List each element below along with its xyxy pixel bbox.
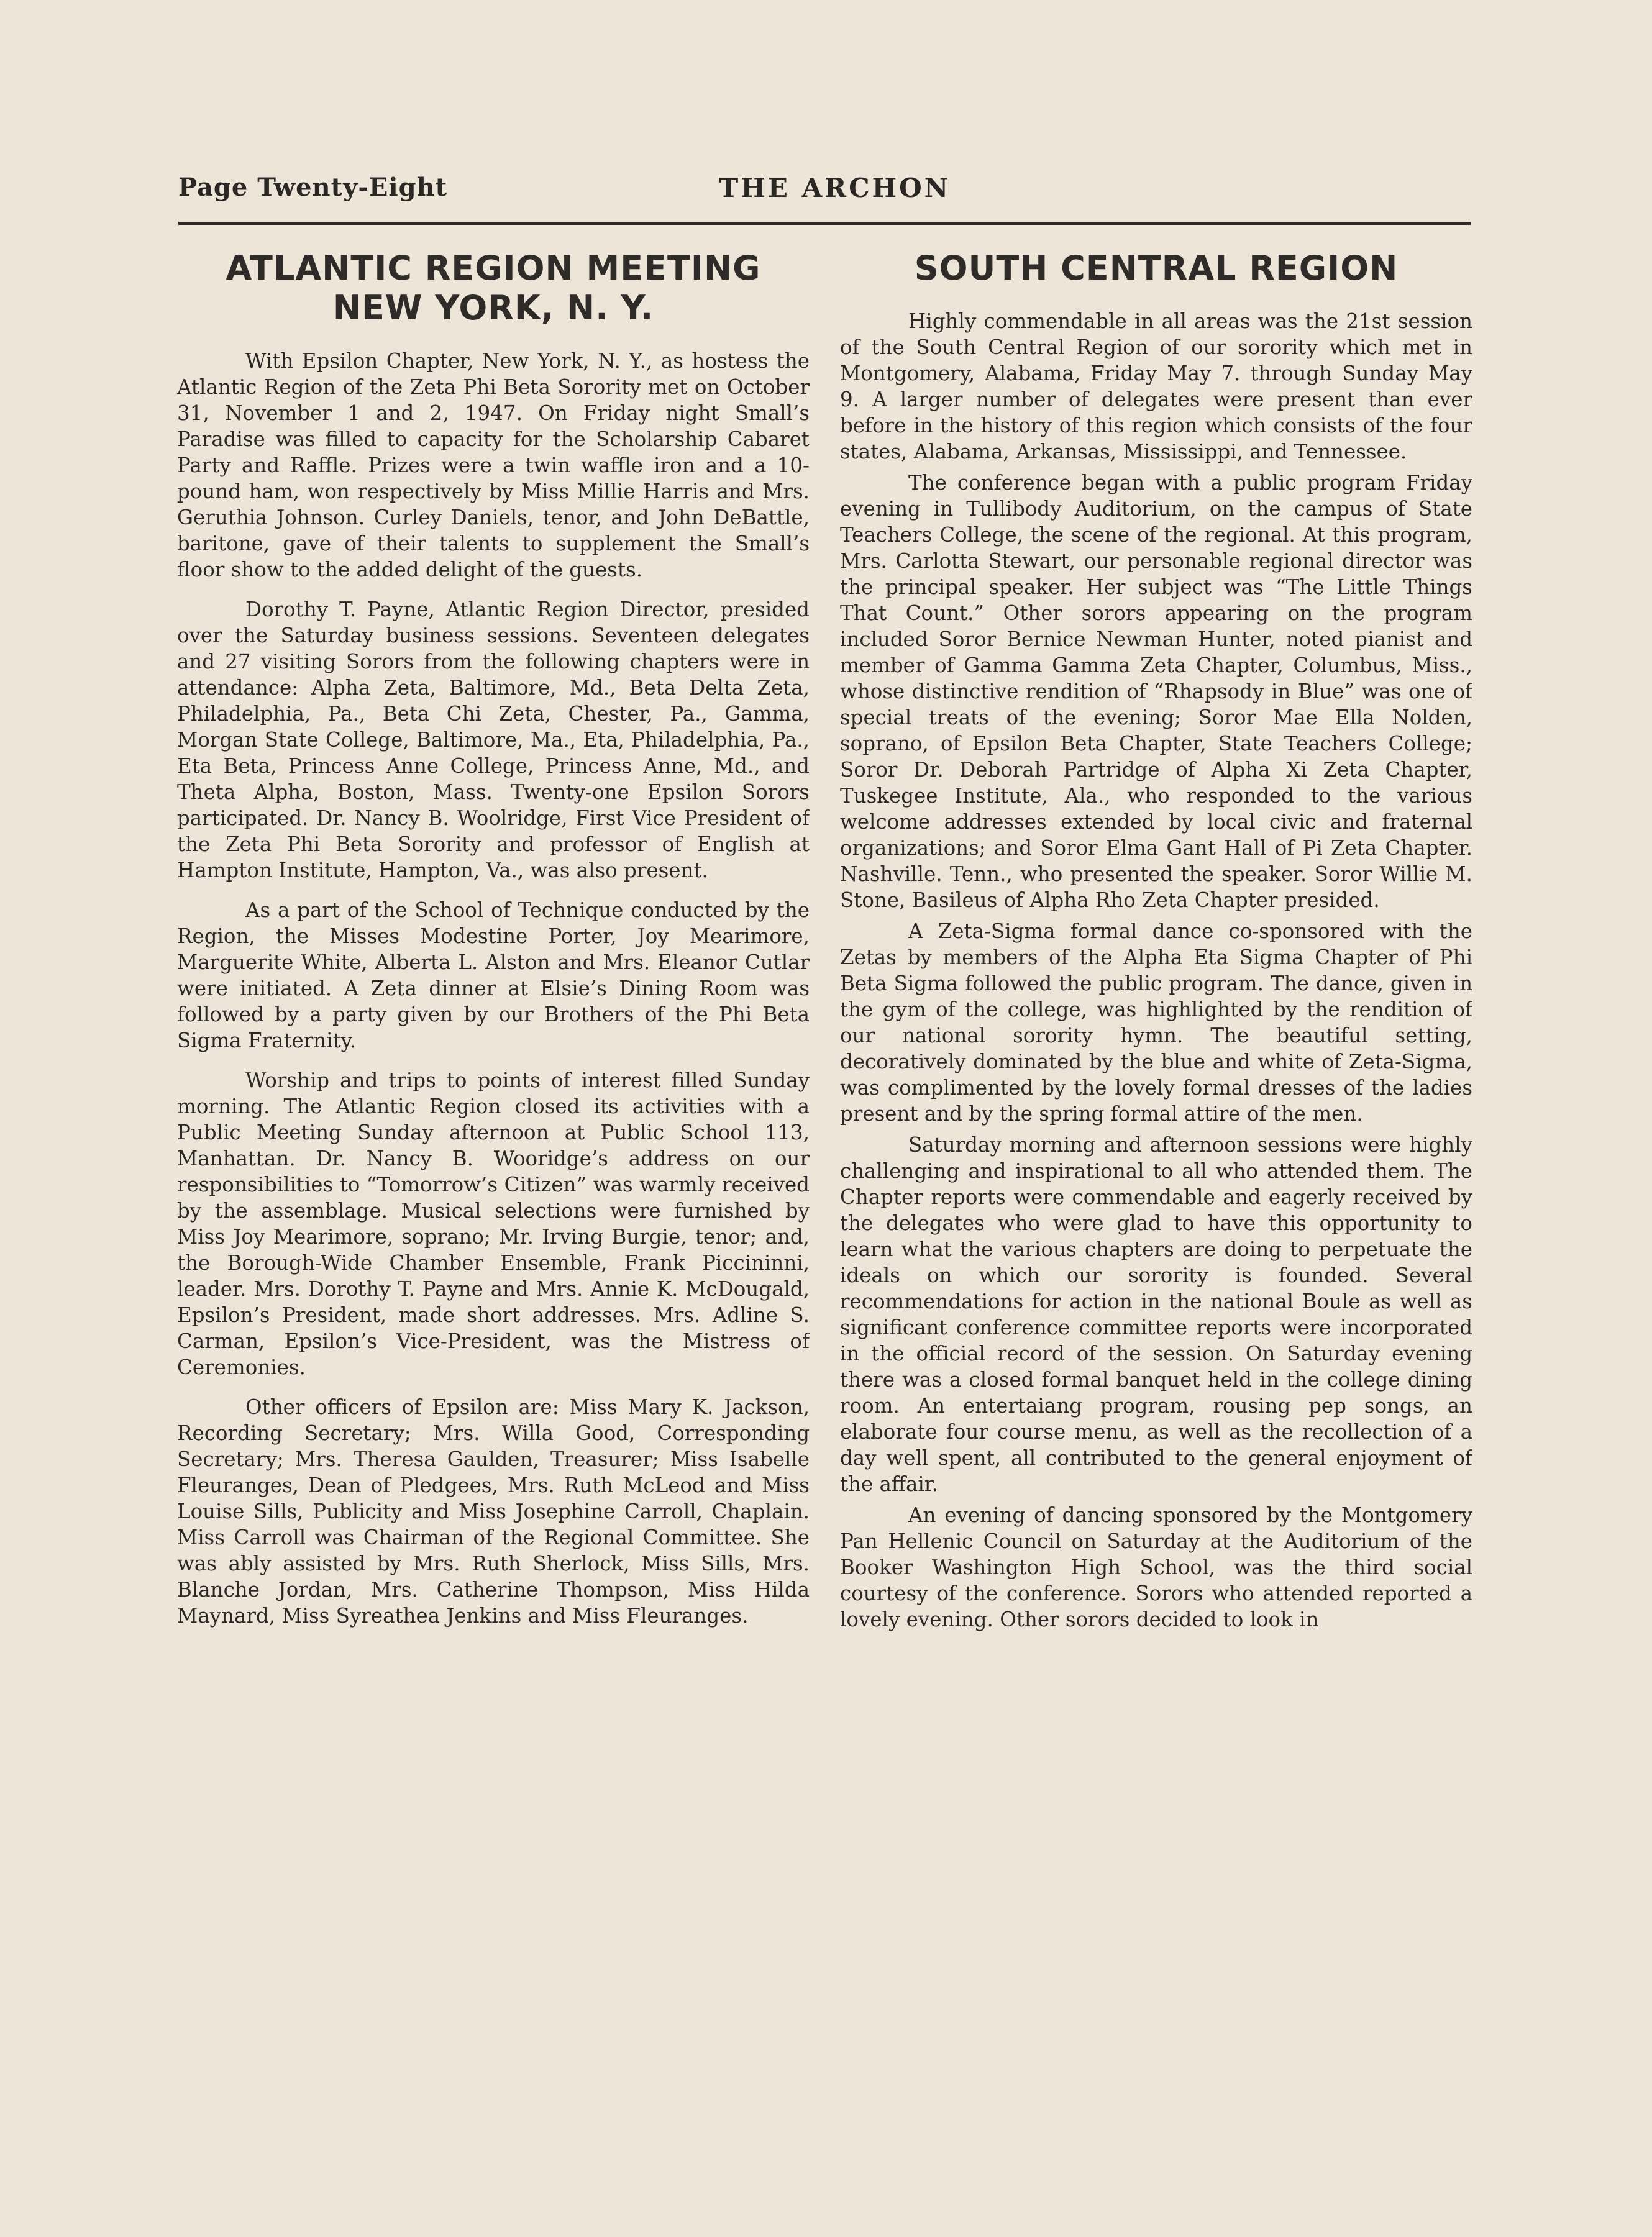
- header-rule: [178, 222, 1471, 225]
- magazine-title: THE ARCHON: [719, 173, 951, 203]
- page-number: Page Twenty-Eight: [178, 173, 448, 202]
- left-article-title-line1: ATLANTIC REGION MEETING: [226, 248, 761, 288]
- left-column: [177, 248, 810, 2044]
- right-column: [840, 248, 1472, 2044]
- left-paragraph-4: Worship and trips to points of interest filled Sunday morning. The Atlantic Region closed its activities with a Public Meeting Sunday afternoon at Public School 113, Manhattan. Dr. Nancy B. Wooridge’s address on our responsibilities to “Tomorrow’s Citizen” was warmly received by the assemblage. Musical selections were furnished by Miss Joy Mearimore, soprano; Mr. Irving Burgie, tenor; and, the Borough-Wide Chamber Ensemble, Frank Piccininni, leader. Mrs. Dorothy T. Payne and Mrs. Annie K. McDougald, Epsilon’s President, made short addresses. Mrs. Adline S. Carman, Epsilon’s Vice-President, was the Mistress of Ceremonies.: [177, 1068, 810, 1379]
- left-article-headline: [177, 248, 810, 328]
- left-article-title-line2: NEW YORK, N. Y.: [332, 288, 654, 327]
- left-paragraph-5: Other officers of Epsilon are: Miss Mary K. Jackson, Recording Secretary; Mrs. Willa Good, Corresponding Secretary; Mrs. Theresa Gaulden, Treasurer; Miss Isabelle Fleuranges, Dean of Pledgees, Mrs. Ruth McLeod and Miss Louise Sills, Publicity and Miss Josephine Carroll, Chaplain. Miss Carroll was Chairman of the Regional Committee. She was ably assisted by Mrs. Ruth Sherlock, Miss Sills, Mrs. Blanche Jordan, Mrs. Catherine Thompson, Miss Hilda Maynard, Miss Syreathea Jenkins and Miss Fleuranges.: [177, 1395, 810, 1628]
- right-paragraph-3: A Zeta-Sigma formal dance co-sponsored with the Zetas by members of the Alpha Eta Sigma Chapter of Phi Beta Sigma followed the public program. The dance, given in the gym of the college, was highlighted by the rendition of our national sorority hymn. The beautiful setting, decoratively dominated by the blue and white of Zeta-Sigma, was complimented by the lovely formal dresses of the ladies present and by the spring formal attire of the men.: [840, 919, 1472, 1126]
- right-paragraph-5: An evening of dancing sponsored by the Montgomery Pan Hellenic Council on Saturday at the Auditorium of the Booker Washington High School, was the third social courtesy of the conference. Sorors who attended reported a lovely evening. Other sorors decided to look in: [840, 1503, 1472, 1631]
- page-header: [178, 173, 1471, 216]
- right-paragraph-4: Saturday morning and afternoon sessions were highly challenging and inspirational to all who attended them. The Chapter reports were commendable and eagerly received by the delegates who were glad to have this opportunity to learn what the various chapters are doing to perpetuate the ideals on which our sorority is founded. Several recommendations for action in the national Boule as well as significant conference committee reports were incorporated in the official record of the session. On Saturday evening there was a closed formal banquet held in the college dining room. An entertaiang program, rousing pep songs, an elaborate four course menu, as well as the recollection of a day well spent, all contributed to the general enjoyment of the affair.: [840, 1133, 1472, 1496]
- left-paragraph-3: As a part of the School of Technique conducted by the Region, the Misses Modestine Porter, Joy Mearimore, Marguerite White, Alberta L. Alston and Mrs. Eleanor Cutlar were initiated. A Zeta dinner at Elsie’s Dining Room was followed by a party given by our Brothers of the Phi Beta Sigma Fraternity.: [177, 898, 810, 1052]
- right-paragraph-1: Highly commendable in all areas was the 21st session of the South Central Region of our sorority which met in Montgomery, Alabama, Friday May 7. through Sunday May 9. A larger number of delegates were present than ever before in the history of this region which consists of the four states, Alabama, Arkansas, Mississippi, and Tennessee.: [840, 309, 1472, 463]
- right-paragraph-2: The conference began with a public program Friday evening in Tullibody Auditorium, on the campus of State Teachers College, the scene of the regional. At this program, Mrs. Carlotta Stewart, our personable regional director was the principal speaker. Her subject was “The Little Things That Count.” Other sorors appearing on the program included Soror Bernice Newman Hunter, noted pianist and member of Gamma Gamma Zeta Chapter, Columbus, Miss., whose distinctive rendition of “Rhapsody in Blue” was one of special treats of the evening; Soror Mae Ella Nolden, soprano, of Epsilon Beta Chapter, State Teachers College; Soror Dr. Deborah Partridge of Alpha Xi Zeta Chapter, Tuskegee Institute, Ala., who responded to the various welcome addresses extended by local civic and fraternal organizations; and Soror Elma Gant Hall of Pi Zeta Chapter. Nashville. Tenn., who presented the speaker. Soror Willie M. Stone, Basileus of Alpha Rho Zeta Chapter presided.: [840, 471, 1472, 912]
- left-paragraph-1: With Epsilon Chapter, New York, N. Y., as hostess the Atlantic Region of the Zeta Phi Beta Sorority met on October 31, November 1 and 2, 1947. On Friday night Small’s Paradise was filled to capacity for the Scholarship Cabaret Party and Raffle. Prizes were a twin waffle iron and a 10-pound ham, won respectively by Miss Millie Harris and Mrs. Geruthia Johnson. Curley Daniels, tenor, and John DeBattle, baritone, gave of their talents to supplement the Small’s floor show to the added delight of the guests.: [177, 349, 810, 581]
- left-paragraph-2: Dorothy T. Payne, Atlantic Region Director, presided over the Saturday business sessions. Seventeen delegates and 27 visiting Sorors from the following chapters were in attendance: Alpha Zeta, Baltimore, Md., Beta Delta Zeta, Philadelphia, Pa., Beta Chi Zeta, Chester, Pa., Gamma, Morgan State College, Baltimore, Ma., Eta, Philadelphia, Pa., Eta Beta, Princess Anne College, Princess Anne, Md., and Theta Alpha, Boston, Mass. Twenty-one Epsilon Sorors participated. Dr. Nancy B. Woolridge, First Vice President of the Zeta Phi Beta Sorority and professor of English at Hampton Institute, Hampton, Va., was also present.: [177, 598, 810, 882]
- right-article-headline: [840, 248, 1472, 288]
- right-article-title: SOUTH CENTRAL REGION: [914, 248, 1399, 288]
